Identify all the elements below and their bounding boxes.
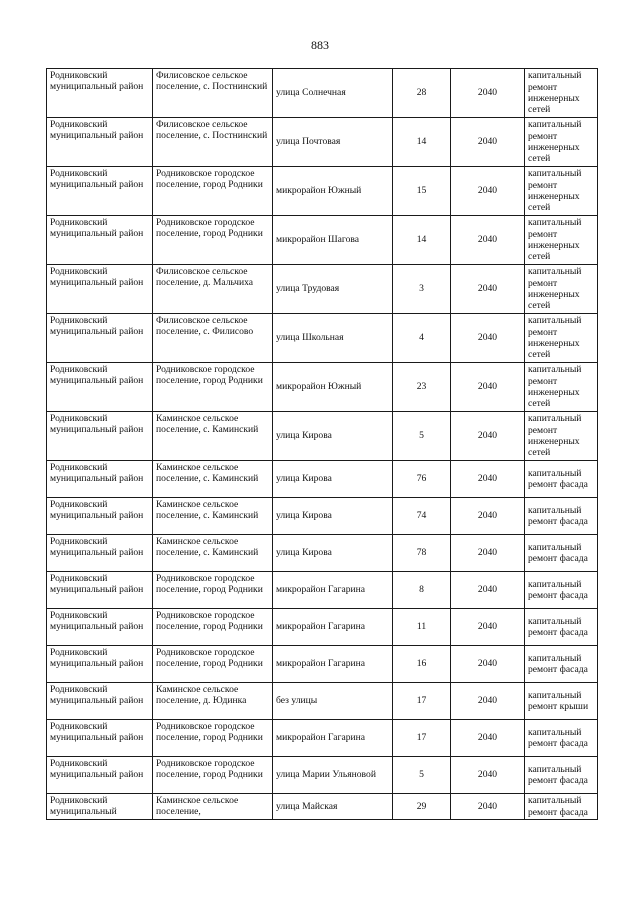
settlement-cell: Филисовское сельское поселение, с. Постнинский bbox=[153, 118, 273, 167]
year-cell: 2040 bbox=[451, 314, 525, 363]
house-number-cell: 5 bbox=[393, 412, 451, 461]
house-number-cell: 14 bbox=[393, 118, 451, 167]
house-number-cell: 4 bbox=[393, 314, 451, 363]
street-cell: микрорайон Гагарина bbox=[273, 646, 393, 683]
year-cell: 2040 bbox=[451, 461, 525, 498]
table-row bbox=[47, 167, 598, 216]
street-cell: микрорайон Гагарина bbox=[273, 720, 393, 757]
street-cell: микрорайон Южный bbox=[273, 167, 393, 216]
settlement-cell: Каминское сельское поселение, с. Каминский bbox=[153, 498, 273, 535]
table-row bbox=[47, 720, 598, 757]
work-type-cell: капитальный ремонт фасада bbox=[525, 535, 598, 572]
district-cell: Родниковский муниципальный район bbox=[47, 167, 153, 216]
house-number-cell: 3 bbox=[393, 265, 451, 314]
house-number-cell: 15 bbox=[393, 167, 451, 216]
work-type-cell: капитальный ремонт инженерных сетей bbox=[525, 216, 598, 265]
district-cell: Родниковский муниципальный район bbox=[47, 265, 153, 314]
year-cell: 2040 bbox=[451, 757, 525, 794]
house-number-cell: 11 bbox=[393, 609, 451, 646]
street-cell: микрорайон Южный bbox=[273, 363, 393, 412]
house-number-cell: 28 bbox=[393, 69, 451, 118]
house-number-cell: 5 bbox=[393, 757, 451, 794]
street-cell: микрорайон Шагова bbox=[273, 216, 393, 265]
work-type-cell: капитальный ремонт фасада bbox=[525, 794, 598, 820]
settlement-cell: Каминское сельское поселение, с. Каминский bbox=[153, 412, 273, 461]
settlement-cell: Каминское сельское поселение, д. Юдинка bbox=[153, 683, 273, 720]
table-row bbox=[47, 757, 598, 794]
table-row bbox=[47, 118, 598, 167]
year-cell: 2040 bbox=[451, 412, 525, 461]
table-row bbox=[47, 535, 598, 572]
year-cell: 2040 bbox=[451, 167, 525, 216]
settlement-cell: Филисовское сельское поселение, с. Постнинский bbox=[153, 69, 273, 118]
street-cell: микрорайон Гагарина bbox=[273, 572, 393, 609]
work-type-cell: капитальный ремонт фасада bbox=[525, 498, 598, 535]
work-type-cell: капитальный ремонт фасада bbox=[525, 609, 598, 646]
district-cell: Родниковский муниципальный район bbox=[47, 720, 153, 757]
district-cell: Родниковский муниципальный район bbox=[47, 461, 153, 498]
settlement-cell: Родниковское городское поселение, город Родники bbox=[153, 167, 273, 216]
district-cell: Родниковский муниципальный район bbox=[47, 118, 153, 167]
work-type-cell: капитальный ремонт инженерных сетей bbox=[525, 265, 598, 314]
table-row bbox=[47, 572, 598, 609]
work-type-cell: капитальный ремонт фасада bbox=[525, 757, 598, 794]
table-row bbox=[47, 461, 598, 498]
street-cell: микрорайон Гагарина bbox=[273, 609, 393, 646]
house-number-cell: 17 bbox=[393, 683, 451, 720]
work-type-cell: капитальный ремонт инженерных сетей bbox=[525, 314, 598, 363]
settlement-cell: Каминское сельское поселение, bbox=[153, 794, 273, 820]
district-cell: Родниковский муниципальный район bbox=[47, 412, 153, 461]
settlement-cell: Родниковское городское поселение, город Родники bbox=[153, 216, 273, 265]
year-cell: 2040 bbox=[451, 535, 525, 572]
year-cell: 2040 bbox=[451, 118, 525, 167]
house-number-cell: 16 bbox=[393, 646, 451, 683]
work-type-cell: капитальный ремонт инженерных сетей bbox=[525, 412, 598, 461]
table-row bbox=[47, 265, 598, 314]
district-cell: Родниковский муниципальный район bbox=[47, 646, 153, 683]
house-number-cell: 29 bbox=[393, 794, 451, 820]
settlement-cell: Родниковское городское поселение, город Родники bbox=[153, 646, 273, 683]
district-cell: Родниковский муниципальный район bbox=[47, 216, 153, 265]
table-row bbox=[47, 314, 598, 363]
year-cell: 2040 bbox=[451, 69, 525, 118]
street-cell: улица Солнечная bbox=[273, 69, 393, 118]
work-type-cell: капитальный ремонт инженерных сетей bbox=[525, 167, 598, 216]
house-number-cell: 14 bbox=[393, 216, 451, 265]
table-row bbox=[47, 69, 598, 118]
district-cell: Родниковский муниципальный bbox=[47, 794, 153, 820]
street-cell: улица Кирова bbox=[273, 498, 393, 535]
street-cell: улица Почтовая bbox=[273, 118, 393, 167]
year-cell: 2040 bbox=[451, 498, 525, 535]
street-cell: улица Майская bbox=[273, 794, 393, 820]
settlement-cell: Родниковское городское поселение, город Родники bbox=[153, 720, 273, 757]
house-number-cell: 8 bbox=[393, 572, 451, 609]
district-cell: Родниковский муниципальный район bbox=[47, 69, 153, 118]
table-row bbox=[47, 683, 598, 720]
work-type-cell: капитальный ремонт фасада bbox=[525, 461, 598, 498]
year-cell: 2040 bbox=[451, 683, 525, 720]
work-type-cell: капитальный ремонт инженерных сетей bbox=[525, 69, 598, 118]
district-cell: Родниковский муниципальный район bbox=[47, 683, 153, 720]
table-row bbox=[47, 646, 598, 683]
table-row bbox=[47, 412, 598, 461]
district-cell: Родниковский муниципальный район bbox=[47, 535, 153, 572]
district-cell: Родниковский муниципальный район bbox=[47, 609, 153, 646]
year-cell: 2040 bbox=[451, 720, 525, 757]
year-cell: 2040 bbox=[451, 265, 525, 314]
settlement-cell: Родниковское городское поселение, город Родники bbox=[153, 572, 273, 609]
street-cell: улица Школьная bbox=[273, 314, 393, 363]
table-row bbox=[47, 609, 598, 646]
page-number: 883 bbox=[311, 38, 329, 52]
house-number-cell: 17 bbox=[393, 720, 451, 757]
district-cell: Родниковский муниципальный район bbox=[47, 498, 153, 535]
year-cell: 2040 bbox=[451, 572, 525, 609]
housing-repair-table bbox=[46, 68, 598, 820]
table-row bbox=[47, 794, 598, 820]
settlement-cell: Родниковское городское поселение, город Родники bbox=[153, 363, 273, 412]
year-cell: 2040 bbox=[451, 363, 525, 412]
work-type-cell: капитальный ремонт крыши bbox=[525, 683, 598, 720]
table-row bbox=[47, 498, 598, 535]
settlement-cell: Филисовское сельское поселение, д. Мальчиха bbox=[153, 265, 273, 314]
street-cell: улица Кирова bbox=[273, 412, 393, 461]
settlement-cell: Каминское сельское поселение, с. Каминский bbox=[153, 461, 273, 498]
settlement-cell: Родниковское городское поселение, город Родники bbox=[153, 757, 273, 794]
district-cell: Родниковский муниципальный район bbox=[47, 363, 153, 412]
settlement-cell: Родниковское городское поселение, город Родники bbox=[153, 609, 273, 646]
street-cell: без улицы bbox=[273, 683, 393, 720]
settlement-cell: Филисовское сельское поселение, с. Филисово bbox=[153, 314, 273, 363]
work-type-cell: капитальный ремонт инженерных сетей bbox=[525, 363, 598, 412]
year-cell: 2040 bbox=[451, 609, 525, 646]
year-cell: 2040 bbox=[451, 216, 525, 265]
work-type-cell: капитальный ремонт фасада bbox=[525, 572, 598, 609]
house-number-cell: 23 bbox=[393, 363, 451, 412]
work-type-cell: капитальный ремонт фасада bbox=[525, 646, 598, 683]
settlement-cell: Каминское сельское поселение, с. Каминский bbox=[153, 535, 273, 572]
house-number-cell: 78 bbox=[393, 535, 451, 572]
table-row bbox=[47, 216, 598, 265]
district-cell: Родниковский муниципальный район bbox=[47, 572, 153, 609]
table-row bbox=[47, 363, 598, 412]
house-number-cell: 76 bbox=[393, 461, 451, 498]
year-cell: 2040 bbox=[451, 794, 525, 820]
district-cell: Родниковский муниципальный район bbox=[47, 314, 153, 363]
work-type-cell: капитальный ремонт фасада bbox=[525, 720, 598, 757]
street-cell: улица Марии Ульяновой bbox=[273, 757, 393, 794]
street-cell: улица Кирова bbox=[273, 535, 393, 572]
street-cell: улица Кирова bbox=[273, 461, 393, 498]
work-type-cell: капитальный ремонт инженерных сетей bbox=[525, 118, 598, 167]
street-cell: улица Трудовая bbox=[273, 265, 393, 314]
district-cell: Родниковский муниципальный район bbox=[47, 757, 153, 794]
year-cell: 2040 bbox=[451, 646, 525, 683]
house-number-cell: 74 bbox=[393, 498, 451, 535]
